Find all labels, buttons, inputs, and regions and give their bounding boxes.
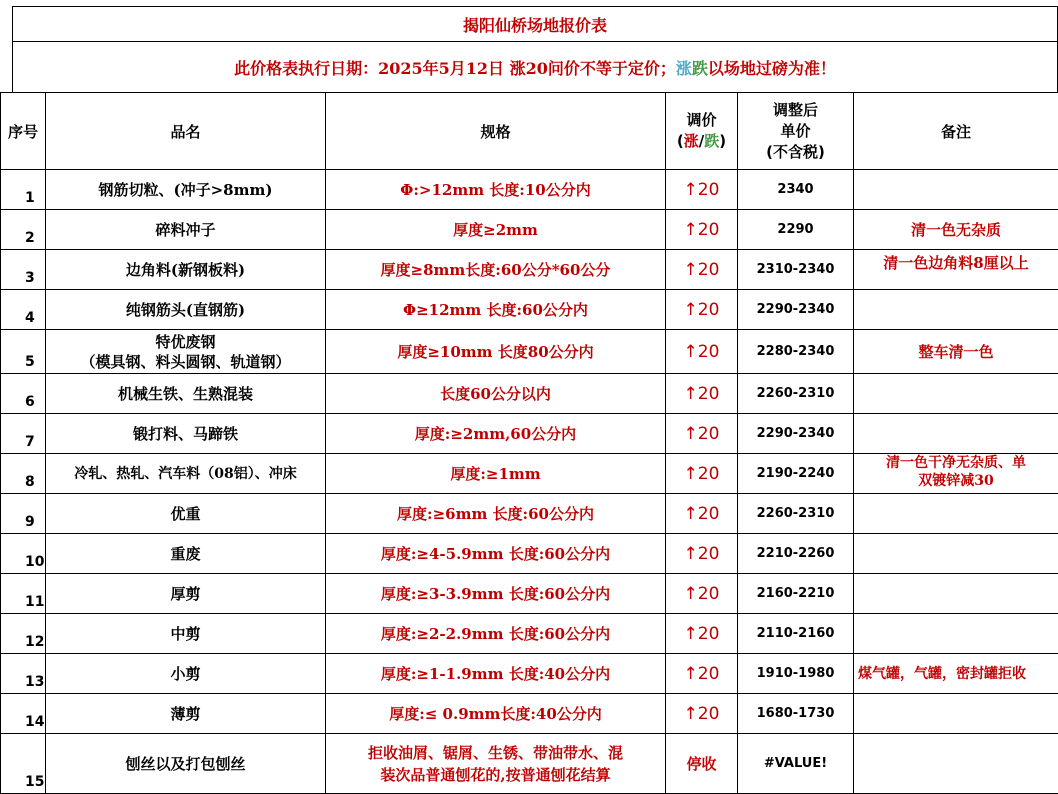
notice-tail: 以场地过磅为准！ [708,56,836,79]
header-price [738,93,854,170]
table-row [1,734,1058,794]
notice-main: 此价格表执行日期：2025年5月12日 涨20问价不等于定价； [234,56,676,79]
row-no: 1 [1,170,46,210]
row-spec: 厚度:≥1-1.9mm 长度:40公分内 [326,654,666,694]
header-price-line1: 调整后 [738,100,853,121]
row-adjust: ↑20 [666,374,738,414]
row-no: 5 [1,330,46,374]
table-row [1,494,1058,534]
header-name: 品名 [46,93,326,170]
row-name: 机械生铁、生熟混装 [46,374,326,414]
row-adjust: ↑20 [666,170,738,210]
row-no: 8 [1,454,46,494]
row-no: 15 [1,734,46,794]
row-adjust: ↑20 [666,210,738,250]
row-name: 锻打料、马蹄铁 [46,414,326,454]
row-spec: 厚度:≤ 0.9mm长度:40公分内 [326,694,666,734]
table-row [1,534,1058,574]
row-spec: Φ≥12mm 长度:60公分内 [326,290,666,330]
sheet-title-text: 揭阳仙桥场地报价表 [463,13,607,36]
row-note: 整车清一色 [854,330,1058,374]
row-note [854,454,1058,494]
row-adjust: ↑20 [666,534,738,574]
row-price: 2290-2340 [738,414,854,454]
row-name-line2: （模具钢、料头圆钢、轨道钢） [46,352,325,372]
row-price: 2160-2210 [738,574,854,614]
row-adjust: ↑20 [666,250,738,290]
row-no: 13 [1,654,46,694]
row-note: 清一色边角料8厘以上 [854,250,1058,290]
row-spec: 厚度:≥1mm [326,454,666,494]
header-adjust [666,93,738,170]
header-price-line3: (不含税) [738,142,853,163]
row-spec: 厚度:≥6mm 长度:60公分内 [326,494,666,534]
row-note: 清一色无杂质 [854,210,1058,250]
row-note-clip [854,454,1058,492]
row-price: 2340 [738,170,854,210]
header-adjust-slash: / [699,132,704,150]
row-adjust: ↑20 [666,494,738,534]
row-name: 冷轧、热轧、汽车料（08铝）、冲床 [46,454,326,494]
row-spec: 长度60公分以内 [326,374,666,414]
header-adjust-close: ) [719,132,726,150]
header-adjust-open: ( [677,132,684,150]
header-row [1,93,1058,170]
row-note [854,534,1058,574]
header-adjust-line1: 调价 [666,110,737,131]
row-price: 1680-1730 [738,694,854,734]
row-price: 2290-2340 [738,290,854,330]
table-row [1,454,1058,494]
row-name: 刨丝以及打包刨丝 [46,734,326,794]
row-price: 2310-2340 [738,250,854,290]
row-note [854,614,1058,654]
row-name: 纯钢筋头(直钢筋) [46,290,326,330]
row-price: 2190-2240 [738,454,854,494]
row-adjust: ↑20 [666,654,738,694]
row-name: 碎料冲子 [46,210,326,250]
row-note [854,374,1058,414]
row-name-line1: 特优废钢 [46,332,325,352]
row-spec: 厚度:≥3-3.9mm 长度:60公分内 [326,574,666,614]
row-name: 小剪 [46,654,326,694]
row-price: 2110-2160 [738,614,854,654]
row-no: 9 [1,494,46,534]
row-note [854,414,1058,454]
notice-banner [12,41,1058,93]
table-row [1,290,1058,330]
row-note-line1: 清一色干净无杂质、单 [854,454,1058,472]
header-spec: 规格 [326,93,666,170]
table-row [1,170,1058,210]
table-row [1,250,1058,290]
table-row [1,614,1058,654]
row-note [854,734,1058,794]
row-name: 中剪 [46,614,326,654]
header-adjust-line2 [666,131,737,152]
row-spec [326,734,666,794]
row-no: 7 [1,414,46,454]
row-note-line2: 双镀锌减30 [854,472,1058,490]
row-name [46,330,326,374]
header-adjust-up: 涨 [684,132,699,150]
row-spec-line1: 拒收油屑、锯屑、生锈、带油带水、混 [326,742,665,764]
row-spec: 厚度:≥2-2.9mm 长度:60公分内 [326,614,666,654]
row-spec-line2: 装次品普通刨花的,按普通刨花结算 [326,764,665,786]
row-no: 14 [1,694,46,734]
row-no: 11 [1,574,46,614]
row-note [854,694,1058,734]
row-no: 12 [1,614,46,654]
table-row [1,414,1058,454]
row-adjust: ↑20 [666,330,738,374]
row-name: 优重 [46,494,326,534]
row-price: #VALUE! [738,734,854,794]
table-row [1,330,1058,374]
row-spec: Φ:>12mm 长度:10公分内 [326,170,666,210]
row-adjust: ↑20 [666,290,738,330]
row-spec: 厚度≥2mm [326,210,666,250]
row-name: 重废 [46,534,326,574]
row-adjust: ↑20 [666,574,738,614]
row-name: 边角料(新钢板料) [46,250,326,290]
table-row [1,654,1058,694]
header-no: 序号 [1,93,46,170]
row-price: 1910-1980 [738,654,854,694]
table-row [1,574,1058,614]
row-note [854,290,1058,330]
row-no: 4 [1,290,46,330]
row-note [854,574,1058,614]
row-price: 2260-2310 [738,494,854,534]
header-adjust-down: 跌 [704,132,719,150]
row-spec: 厚度≥10mm 长度80公分内 [326,330,666,374]
header-price-line2: 单价 [738,121,853,142]
table-row [1,210,1058,250]
notice-up: 涨 [676,56,692,79]
row-adjust: ↑20 [666,614,738,654]
row-no: 3 [1,250,46,290]
row-price: 2210-2260 [738,534,854,574]
notice-down: 跌 [692,56,708,79]
sheet-title [12,6,1058,42]
row-note [854,170,1058,210]
row-adjust: ↑20 [666,414,738,454]
row-name: 厚剪 [46,574,326,614]
row-no: 10 [1,534,46,574]
table-row [1,374,1058,414]
row-note: 煤气罐，气罐，密封罐拒收 [854,654,1058,694]
row-adjust: ↑20 [666,454,738,494]
row-price: 2290 [738,210,854,250]
row-adjust: ↑20 [666,694,738,734]
row-name: 钢筋切粒、(冲子>8mm) [46,170,326,210]
table-row [1,694,1058,734]
row-spec: 厚度:≥2mm,60公分内 [326,414,666,454]
price-table [0,92,1058,794]
row-spec: 厚度≥8mm长度:60公分*60公分 [326,250,666,290]
row-price: 2280-2340 [738,330,854,374]
row-adjust: 停收 [666,734,738,794]
header-note: 备注 [854,93,1058,170]
row-no: 6 [1,374,46,414]
row-name: 薄剪 [46,694,326,734]
row-spec: 厚度:≥4-5.9mm 长度:60公分内 [326,534,666,574]
row-no: 2 [1,210,46,250]
row-note [854,494,1058,534]
row-price: 2260-2310 [738,374,854,414]
